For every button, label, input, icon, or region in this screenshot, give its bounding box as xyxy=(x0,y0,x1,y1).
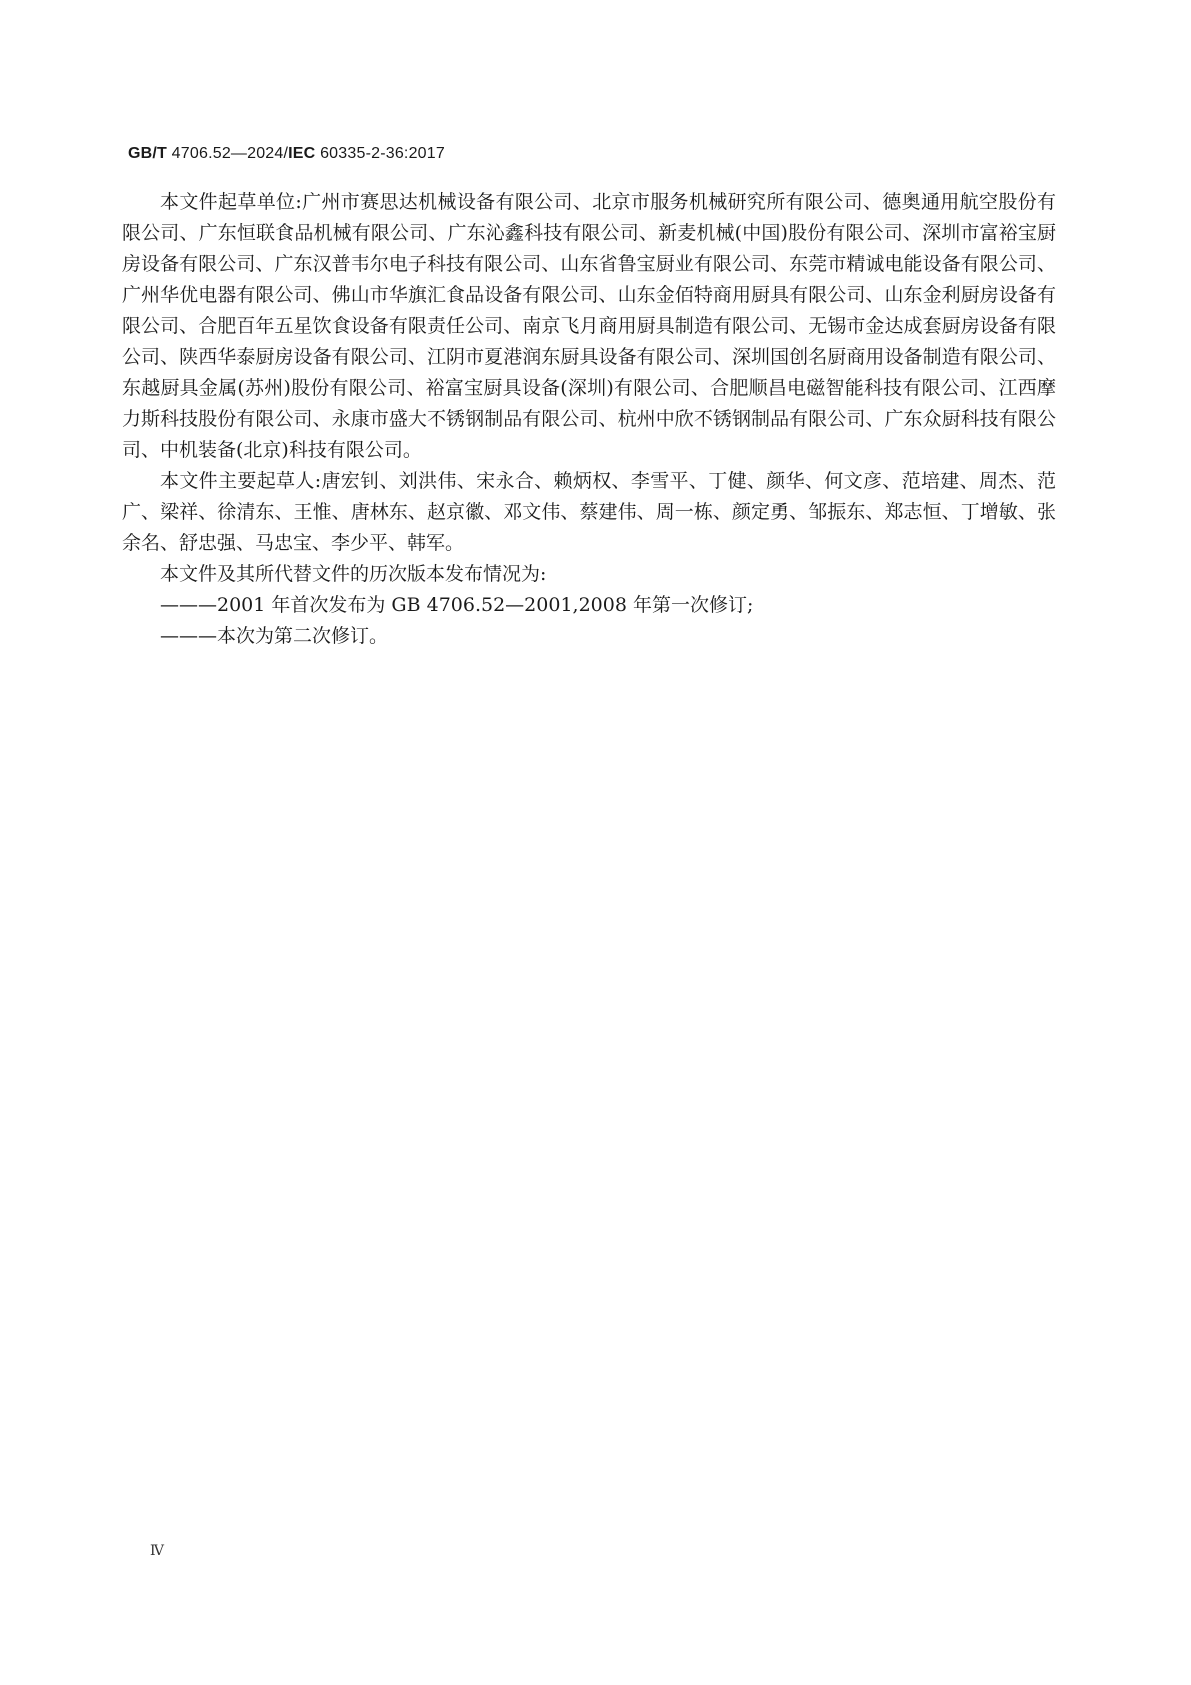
standard-number: 4706.52—2024/ xyxy=(167,145,289,162)
page-header xyxy=(128,143,445,163)
iec-number: 60335-2-36:2017 xyxy=(315,145,445,162)
drafters-paragraph: 本文件主要起草人:唐宏钊、刘洪伟、宋永合、赖炳权、李雪平、丁健、颜华、何文彦、范培建、周杰、范广、梁祥、徐清东、王惟、唐林东、赵京徽、邓文伟、蔡建伟、周一栋、颜定勇、邹振东、郑志恒、丁增敏、张余名、舒忠强、马忠宝、李少平、韩军。 xyxy=(122,470,1056,554)
page-number: Ⅳ xyxy=(150,1543,164,1559)
history-intro-paragraph: 本文件及其所代替文件的历次版本发布情况为: xyxy=(160,563,547,585)
page-content xyxy=(122,187,1056,652)
iec-code: IEC xyxy=(288,145,316,162)
history-item: ———2001 年首次发布为 GB 4706.52—2001,2008 年第一次修订; xyxy=(160,594,754,616)
drafting-units-paragraph: 本文件起草单位:广州市赛思达机械设备有限公司、北京市服务机械研究所有限公司、德奥通用航空股份有限公司、广东恒联食品机械有限公司、广东沁鑫科技有限公司、新麦机械(中国)股份有限公司、深圳市富裕宝厨房设备有限公司、广东汉普韦尔电子科技有限公司、山东省鲁宝厨业有限公司、东莞市精诚电能设备有限公司、广州华优电器有限公司、佛山市华旗汇食品设备有限公司、山东金佰特商用厨具有限公司、山东金利厨房设备有限公司、合肥百年五星饮食设备有限责任公司、南京飞月商用厨具制造有限公司、无锡市金达成套厨房设备有限公司、陕西华泰厨房设备有限公司、江阴市夏港润东厨具设备有限公司、深圳国创名厨商用设备制造有限公司、东越厨具金属(苏州)股份有限公司、裕富宝厨具设备(深圳)有限公司、合肥顺昌电磁智能科技有限公司、江西摩力斯科技股份有限公司、永康市盛大不锈钢制品有限公司、杭州中欣不锈钢制品有限公司、广东众厨科技有限公司、中机装备(北京)科技有限公司。 xyxy=(122,191,1056,461)
history-item: ———本次为第二次修订。 xyxy=(160,625,389,647)
standard-code: GB/T xyxy=(128,145,168,162)
